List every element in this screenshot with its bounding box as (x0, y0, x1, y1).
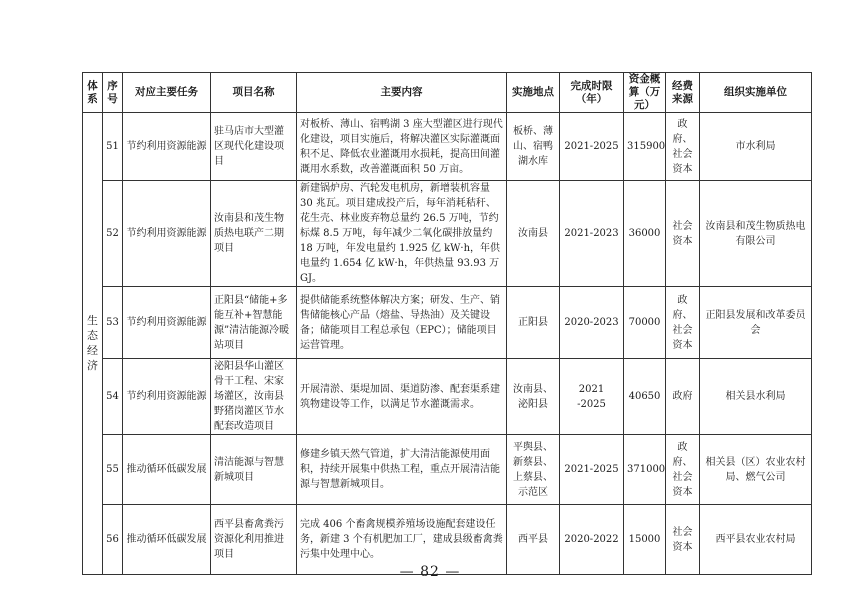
row-project: 西平县畜禽粪污资源化利用推进项目 (211, 505, 297, 575)
row-content: 对板桥、薄山、宿鸭湖 3 座大型灌区进行现代化建设，项目实施后，将解决灌区实际灌溉面积不足、降低农业灌溉用水损耗，提高田间灌溉用水系数，改善灌溉面积 50 万亩。 (297, 113, 507, 181)
row-budget: 15000 (624, 505, 666, 575)
row-location: 西平县 (507, 505, 560, 575)
table-row (83, 113, 812, 181)
table-row (83, 287, 812, 359)
row-no: 54 (103, 359, 123, 435)
row-task: 节约利用资源能源 (123, 359, 211, 435)
row-content: 完成 406 个畜禽规模养殖场设施配套建设任务，新建 3 个有机肥加工厂，建成县级畜禽粪污集中处理中心。 (297, 505, 507, 575)
row-project: 清洁能源与智慧新城项目 (211, 435, 297, 505)
header-project: 项目名称 (211, 73, 297, 113)
table-row (83, 435, 812, 505)
row-no: 52 (103, 181, 123, 287)
row-period: 2020-2022 (560, 505, 624, 575)
row-location: 板桥、薄山、宿鸭湖水库 (507, 113, 560, 181)
header-system: 体系 (83, 73, 103, 113)
header-location: 实施地点 (507, 73, 560, 113)
row-content: 开展清淤、渠堤加固、渠道防渗、配套渠系建筑物建设等工作，以满足节水灌溉需求。 (297, 359, 507, 435)
row-budget: 371000 (624, 435, 666, 505)
row-period: 2021-2025 (560, 435, 624, 505)
row-period: 2021-2025 (560, 113, 624, 181)
row-project: 正阳县“储能+多能互补+智慧能源”清洁能源冷暖站项目 (211, 287, 297, 359)
header-funding: 经费来源 (666, 73, 700, 113)
row-org: 西平县农业农村局 (700, 505, 812, 575)
project-table (82, 72, 812, 575)
header-content: 主要内容 (297, 73, 507, 113)
table-row (83, 359, 812, 435)
header-budget: 资金概算（万元） (624, 73, 666, 113)
row-funding: 政府、社会资本 (666, 435, 700, 505)
row-location: 汝南县、泌阳县 (507, 359, 560, 435)
row-project: 汝南县和茂生物质热电联产二期项目 (211, 181, 297, 287)
table-row (83, 181, 812, 287)
row-org: 汝南县和茂生物质热电有限公司 (700, 181, 812, 287)
row-content: 新建锅炉房、汽轮发电机房，新增装机容量 30 兆瓦。项目建成投产后，每年消耗秸秆、花生壳、林业废弃物总量约 26.5 万吨，节约标煤 8.5 万吨，每年减少二氧化碳排放量约 18 万吨，年发电量约 1.925 亿 kW·h，年供电量约 1.654 亿 kW·h，年供热量 93.93 万 GJ。 (297, 181, 507, 287)
row-period: 2021 -2025 (560, 359, 624, 435)
row-location: 正阳县 (507, 287, 560, 359)
row-task: 节约利用资源能源 (123, 181, 211, 287)
row-no: 51 (103, 113, 123, 181)
row-budget: 36000 (624, 181, 666, 287)
row-no: 55 (103, 435, 123, 505)
row-period: 2021-2023 (560, 181, 624, 287)
table-header-row (83, 73, 812, 113)
row-org: 正阳县发展和改革委员会 (700, 287, 812, 359)
row-no: 53 (103, 287, 123, 359)
row-budget: 315900 (624, 113, 666, 181)
header-period: 完成时限（年） (560, 73, 624, 113)
row-task: 节约利用资源能源 (123, 287, 211, 359)
header-task: 对应主要任务 (123, 73, 211, 113)
row-budget: 40650 (624, 359, 666, 435)
header-no: 序号 (103, 73, 123, 113)
row-task: 节约利用资源能源 (123, 113, 211, 181)
row-no: 56 (103, 505, 123, 575)
row-funding: 社会资本 (666, 181, 700, 287)
row-task: 推动循环低碳发展 (123, 505, 211, 575)
row-content: 修建乡镇天然气管道，扩大清洁能源使用面积，持续开展集中供热工程，重点开展清洁能源与智慧新城项目。 (297, 435, 507, 505)
row-content: 提供储能系统整体解决方案；研发、生产、销售储能核心产品（熔盐、导热油）及关键设备；储能项目工程总承包（EPC）；储能项目运营管理。 (297, 287, 507, 359)
row-budget: 70000 (624, 287, 666, 359)
row-project: 驻马店市大型灌区现代化建设项目 (211, 113, 297, 181)
row-funding: 社会资本 (666, 505, 700, 575)
row-org: 相关县水利局 (700, 359, 812, 435)
header-org: 组织实施单位 (700, 73, 812, 113)
row-period: 2020-2023 (560, 287, 624, 359)
row-location: 平舆县、新蔡县、上蔡县、示范区 (507, 435, 560, 505)
row-project: 泌阳县华山灌区骨干工程、宋家场灌区，汝南县野猪岗灌区节水配套改造项目 (211, 359, 297, 435)
row-org: 市水利局 (700, 113, 812, 181)
row-location: 汝南县 (507, 181, 560, 287)
row-task: 推动循环低碳发展 (123, 435, 211, 505)
row-org: 相关县（区）农业农村局、燃气公司 (700, 435, 812, 505)
system-label: 生态经济 (87, 314, 98, 372)
row-funding: 政府 (666, 359, 700, 435)
page-number: — 82 — (399, 564, 461, 580)
row-funding: 政府、社会资本 (666, 113, 700, 181)
row-funding: 政府、社会资本 (666, 287, 700, 359)
system-cell (83, 113, 103, 575)
